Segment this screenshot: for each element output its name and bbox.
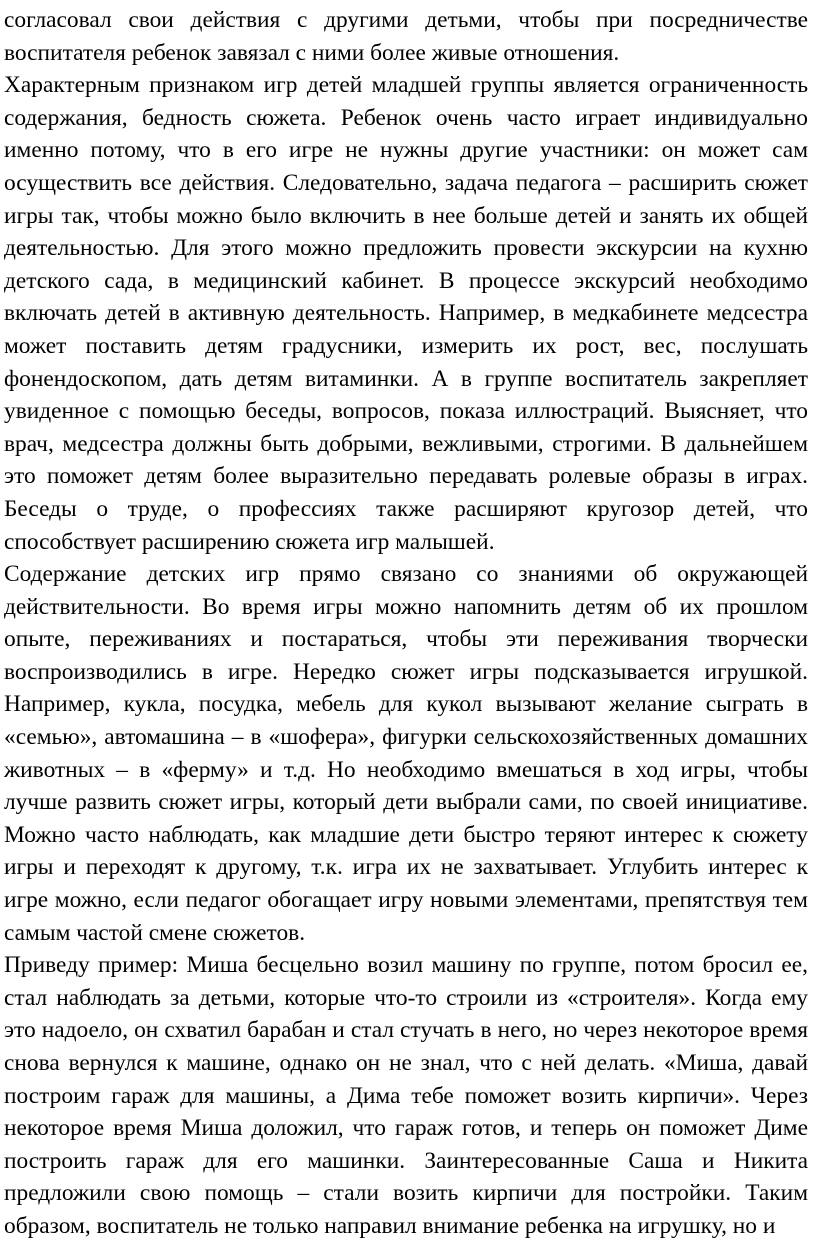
paragraph-2: Характерным признаком игр детей младшей группы является ограниченность содержания, бедность сюжета. Ребенок очень часто играет индивидуально именно потому, что в его игре не нужны другие участники: он может сам осуществить все действия. Следовательно, задача педагога – расширить сюжет игры так, чтобы можно было включить в нее больше детей и занять их общей деятельностью. Для этого можно предложить провести экскурсии на кухню детского сада, в медицинский кабинет. В процессе экскурсий необходимо включать детей в активную деятельность. Например, в медкабинете медсестра может поставить детям градусники, измерить их рост, вес, послушать фонендоскопом, дать детям витаминки. А в группе воспитатель закрепляет увиденное с помощью беседы, вопросов, показа иллюстраций. Выясняет, что врач, медсестра должны быть добрыми, вежливыми, строгими. В дальнейшем это поможет детям более выразительно передавать ролевые образы в играх. Беседы о труде, о профессиях также расширяют кругозор детей, что способствует расширению сюжета игр малышей.	[4, 72, 808, 555]
paragraph-3: Содержание детских игр прямо связано со знаниями об окружающей действительности. Во время игры можно напомнить детям об их прошлом опыте, переживаниях и постараться, чтобы эти переживания творчески воспроизводились в игре. Нередко сюжет игры подсказывается игрушкой. Например, кукла, посудка, мебель для кукол вызывают желание сыграть в «семью», автомашина – в «шофера», фигурки сельскохозяйственных домашних животных – в «ферму» и т.д. Но необходимо вмешаться в ход игры, чтобы лучше развить сюжет игры, который дети выбрали сами, по своей инициативе. Можно часто наблюдать, как младшие дети быстро теряют интерес к сюжету игры и переходят к другому, т.к. игра их не захватывает. Углубить интерес к игре можно, если педагог обогащает игру новыми элементами, препятствуя тем самым частой смене сюжетов.	[4, 561, 808, 946]
paragraph-1: согласовал свои действия с другими детьми, чтобы при посредничестве воспитателя ребенок завязал с ними более живые отношения.	[4, 7, 808, 66]
paragraph-4: Приведу пример: Миша бесцельно возил машину по группе, потом бросил ее, стал наблюдать за детьми, которые что-то строили из «строителя». Когда ему это надоело, он схватил барабан и стал стучать в него, но через некоторое время снова вернулся к машине, однако он не знал, что с ней делать. «Миша, давай построим гараж для машины, а Дима тебе поможет возить кирпичи». Через некоторое время Миша доложил, что гараж готов, и теперь он поможет Диме построить гараж для его машинки. Заинтересованные Саша и Никита предложили свою помощь – стали возить кирпичи для постройки. Таким образом, воспитатель не только направил внимание ребенка на игрушку, но и	[4, 952, 808, 1239]
